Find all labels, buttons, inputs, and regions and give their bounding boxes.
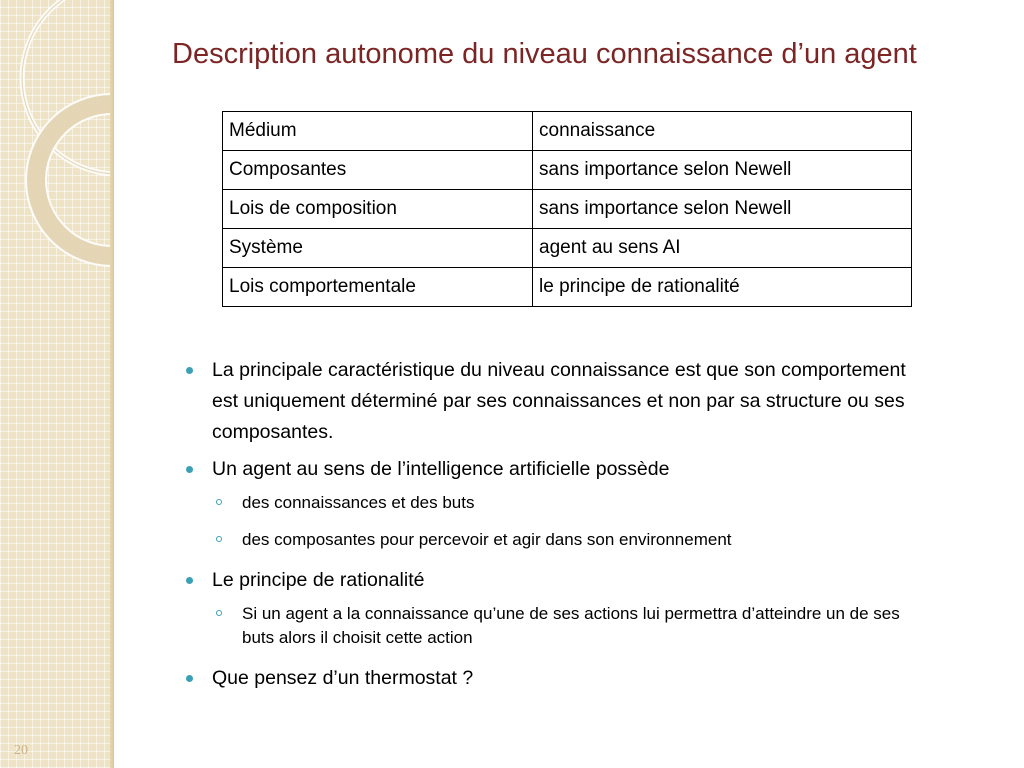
bullet-item-ai-agent: Un agent au sens de l’intelligence artificielle possède	[186, 454, 906, 485]
table-cell-value: sans importance selon Newell	[533, 151, 912, 190]
sidebar-edge	[110, 0, 114, 768]
table-cell-value: le principe de rationalité	[533, 268, 912, 307]
table-cell-value: sans importance selon Newell	[533, 190, 912, 229]
decorative-rings-graphic	[0, 0, 114, 290]
table-cell-label: Système	[223, 229, 533, 268]
page-number: 20	[14, 743, 28, 758]
table-row	[223, 190, 912, 229]
table-row	[223, 151, 912, 190]
table-cell-label: Lois comportementale	[223, 268, 533, 307]
bullet-item-rationality-principle: Le principe de rationalité	[186, 565, 906, 596]
table-cell-label: Lois de composition	[223, 190, 533, 229]
sub-bullet-perception-action-components: des composantes pour percevoir et agir dans son environnement	[186, 528, 906, 552]
bullet-item-knowledge-level-characteristic: La principale caractéristique du niveau connaissance est que son comportement est uniquement déterminé par ses connaissances et non par sa structure ou ses composantes.	[186, 355, 906, 448]
slide-title: Description autonome du niveau connaissance d’un agent	[172, 38, 917, 70]
decorative-sidebar	[0, 0, 114, 768]
table-cell-label: Composantes	[223, 151, 533, 190]
bullet-item-thermostat-question: Que pensez d’un thermostat ?	[186, 663, 906, 694]
sub-bullet-rationality-definition: Si un agent a la connaissance qu’une de ses actions lui permettra d’atteindre un de ses buts alors il choisit cette action	[186, 602, 906, 650]
table-row	[223, 229, 912, 268]
sub-bullet-knowledge-and-goals: des connaissances et des buts	[186, 491, 906, 515]
table-cell-label: Médium	[223, 112, 533, 151]
knowledge-level-table	[222, 111, 912, 307]
bullet-list	[186, 355, 906, 700]
table-cell-value: connaissance	[533, 112, 912, 151]
table-row	[223, 112, 912, 151]
table-cell-value: agent au sens AI	[533, 229, 912, 268]
table-row	[223, 268, 912, 307]
